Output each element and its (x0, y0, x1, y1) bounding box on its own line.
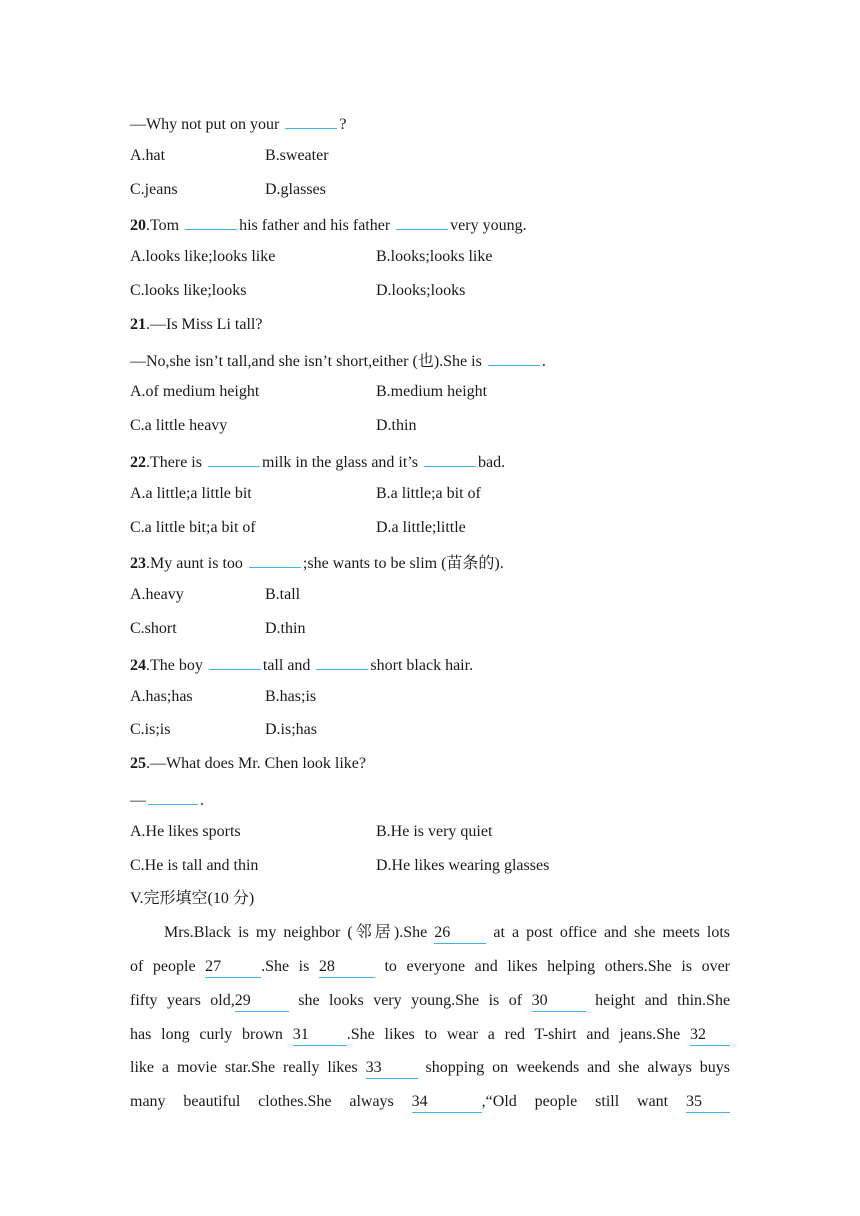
cloze-text: shopping on weekends and she always buys (425, 1059, 731, 1077)
option-c[interactable]: C.He is tall and thin (130, 856, 259, 874)
q25-answer-line (130, 786, 730, 820)
q23-options-row2 (130, 617, 730, 651)
q20-stem (130, 211, 730, 245)
cloze-blank-32[interactable]: 32 (690, 1025, 730, 1046)
q21-punct: . (541, 352, 546, 370)
cloze-blank-35[interactable]: 35 (686, 1092, 730, 1113)
cloze-blank-28[interactable]: 28 (319, 957, 375, 978)
option-c[interactable]: C.is;is (130, 721, 171, 739)
option-d[interactable]: D.glasses (265, 180, 326, 198)
option-a[interactable]: A.heavy (130, 586, 184, 604)
q19-punct: ? (339, 116, 347, 133)
cloze-line-4 (130, 1023, 730, 1057)
cloze-line-5 (130, 1056, 730, 1090)
cloze-blank-26[interactable]: 26 (434, 923, 486, 944)
q23-text-2: ;she wants to be slim (苗条的). (302, 555, 504, 573)
cloze-line-6 (130, 1090, 730, 1124)
option-c[interactable]: C.short (130, 619, 177, 637)
q20-options-row2 (130, 279, 730, 313)
cloze-blank-27[interactable]: 27 (205, 957, 261, 978)
option-d[interactable]: D.a little;little (376, 518, 466, 536)
answer-blank[interactable] (424, 448, 476, 467)
q19-line (130, 110, 730, 144)
cloze-text: to everyone and likes helping others.She is over (384, 957, 730, 975)
option-c[interactable]: C.a little heavy (130, 417, 228, 435)
option-c[interactable]: C.a little bit;a bit of (130, 518, 256, 536)
section-title: V.完形填空(10 分) (130, 890, 255, 908)
option-a[interactable]: A.has;has (130, 687, 193, 705)
cloze-blank-29[interactable]: 29 (235, 991, 289, 1012)
question-number: 24 (130, 656, 146, 674)
cloze-text: height and thin.She (595, 991, 731, 1009)
question-number: 21 (130, 315, 146, 333)
q25-text-1: .—What does Mr. Chen look like? (146, 755, 366, 773)
q21-text-1: .—Is Miss Li tall? (146, 315, 263, 333)
q22-text-1: .There is (146, 453, 202, 471)
q19-options-row2 (130, 178, 730, 212)
cloze-passage (130, 921, 730, 1124)
cloze-line-2 (130, 955, 730, 989)
cloze-text: has long curly brown (130, 1025, 283, 1043)
q21-stem (130, 313, 730, 347)
q25-dash: — (130, 791, 146, 809)
question-number: 25 (130, 755, 146, 773)
cloze-text: .She is (261, 957, 310, 975)
q21-text-2: —No,she isn’t tall,and she isn’t short,either (也).She is (130, 352, 482, 370)
cloze-text: Mrs.Black is my neighbor (邻居).She (164, 924, 428, 942)
cloze-line-1 (130, 921, 730, 955)
option-d[interactable]: D.is;has (265, 721, 317, 739)
q24-text-1: .The boy (146, 656, 203, 674)
answer-blank[interactable] (249, 549, 301, 568)
q22-options-row2 (130, 516, 730, 550)
option-d[interactable]: D.He likes wearing glasses (376, 856, 550, 874)
cloze-text: ,“Old people still want (481, 1093, 669, 1111)
question-number: 20 (130, 217, 146, 235)
option-b[interactable]: B.looks;looks like (376, 248, 493, 266)
q25-punct: . (200, 791, 204, 809)
option-b[interactable]: B.tall (265, 586, 301, 604)
cloze-text: .She likes to wear a red T-shirt and jeans.She (346, 1025, 681, 1043)
answer-blank[interactable] (208, 448, 260, 467)
worksheet-page (130, 110, 730, 1124)
option-d[interactable]: D.thin (265, 619, 306, 637)
answer-blank[interactable] (396, 211, 448, 230)
q19-options-row1 (130, 144, 730, 178)
q22-text-2: milk in the glass and it’s (261, 453, 418, 471)
q20-text-2: his father and his father (239, 217, 391, 235)
option-b[interactable]: B.medium height (376, 383, 488, 401)
cloze-line-3 (130, 989, 730, 1023)
cloze-blank-34[interactable]: 34 (412, 1092, 482, 1113)
q25-stem (130, 752, 730, 786)
cloze-blank-30[interactable]: 30 (532, 991, 586, 1012)
q25-options-row2 (130, 854, 730, 888)
q22-options-row1 (130, 482, 730, 516)
section-heading (130, 887, 730, 921)
q23-stem (130, 549, 730, 583)
option-d[interactable]: D.looks;looks (376, 281, 466, 299)
q20-text-1: .Tom (146, 217, 180, 235)
cloze-text: like a movie star.She really likes (130, 1059, 358, 1077)
q22-stem (130, 448, 730, 482)
cloze-text: many beautiful clothes.She always (130, 1093, 394, 1111)
cloze-text: of people (130, 957, 196, 975)
cloze-blank-33[interactable]: 33 (366, 1058, 418, 1079)
q19-text: —Why not put on your (130, 116, 280, 133)
option-b[interactable]: B.He is very quiet (376, 822, 493, 840)
option-b[interactable]: B.sweater (265, 146, 329, 164)
option-b[interactable]: B.a little;a bit of (376, 484, 481, 502)
q23-options-row1 (130, 583, 730, 617)
q21-options-row1 (130, 380, 730, 414)
q24-text-2: tall and (262, 656, 311, 674)
q24-options-row1 (130, 685, 730, 719)
answer-blank[interactable] (285, 110, 337, 129)
q21-options-row2 (130, 414, 730, 448)
option-c[interactable]: C.jeans (130, 180, 178, 198)
q20-text-3: very young. (450, 217, 527, 235)
q24-options-row2 (130, 718, 730, 752)
cloze-text: she looks very young.She is of (298, 991, 523, 1009)
option-a[interactable]: A.of medium height (130, 383, 260, 401)
answer-blank[interactable] (209, 651, 261, 670)
q20-options-row1 (130, 245, 730, 279)
q25-options-row1 (130, 820, 730, 854)
option-a[interactable]: A.looks like;looks like (130, 248, 276, 266)
option-b[interactable]: B.has;is (265, 687, 317, 705)
q21-stem-2 (130, 347, 730, 381)
q23-text-1: .My aunt is too (146, 555, 243, 573)
question-number: 23 (130, 555, 146, 573)
option-c[interactable]: C.looks like;looks (130, 281, 247, 299)
option-d[interactable]: D.thin (376, 417, 417, 435)
question-number: 22 (130, 453, 146, 471)
answer-blank[interactable] (185, 211, 237, 230)
q24-stem (130, 651, 730, 685)
option-a[interactable]: A.hat (130, 146, 166, 164)
answer-blank[interactable] (488, 347, 540, 366)
q22-text-3: bad. (477, 453, 506, 471)
option-a[interactable]: A.a little;a little bit (130, 484, 252, 502)
q24-text-3: short black hair. (370, 656, 474, 674)
cloze-text: at a post office and she meets lots (493, 924, 731, 942)
cloze-text: fifty years old, (130, 991, 235, 1009)
answer-blank[interactable] (316, 651, 368, 670)
option-a[interactable]: A.He likes sports (130, 822, 241, 840)
answer-blank[interactable] (148, 786, 198, 805)
cloze-blank-31[interactable]: 31 (293, 1025, 347, 1046)
